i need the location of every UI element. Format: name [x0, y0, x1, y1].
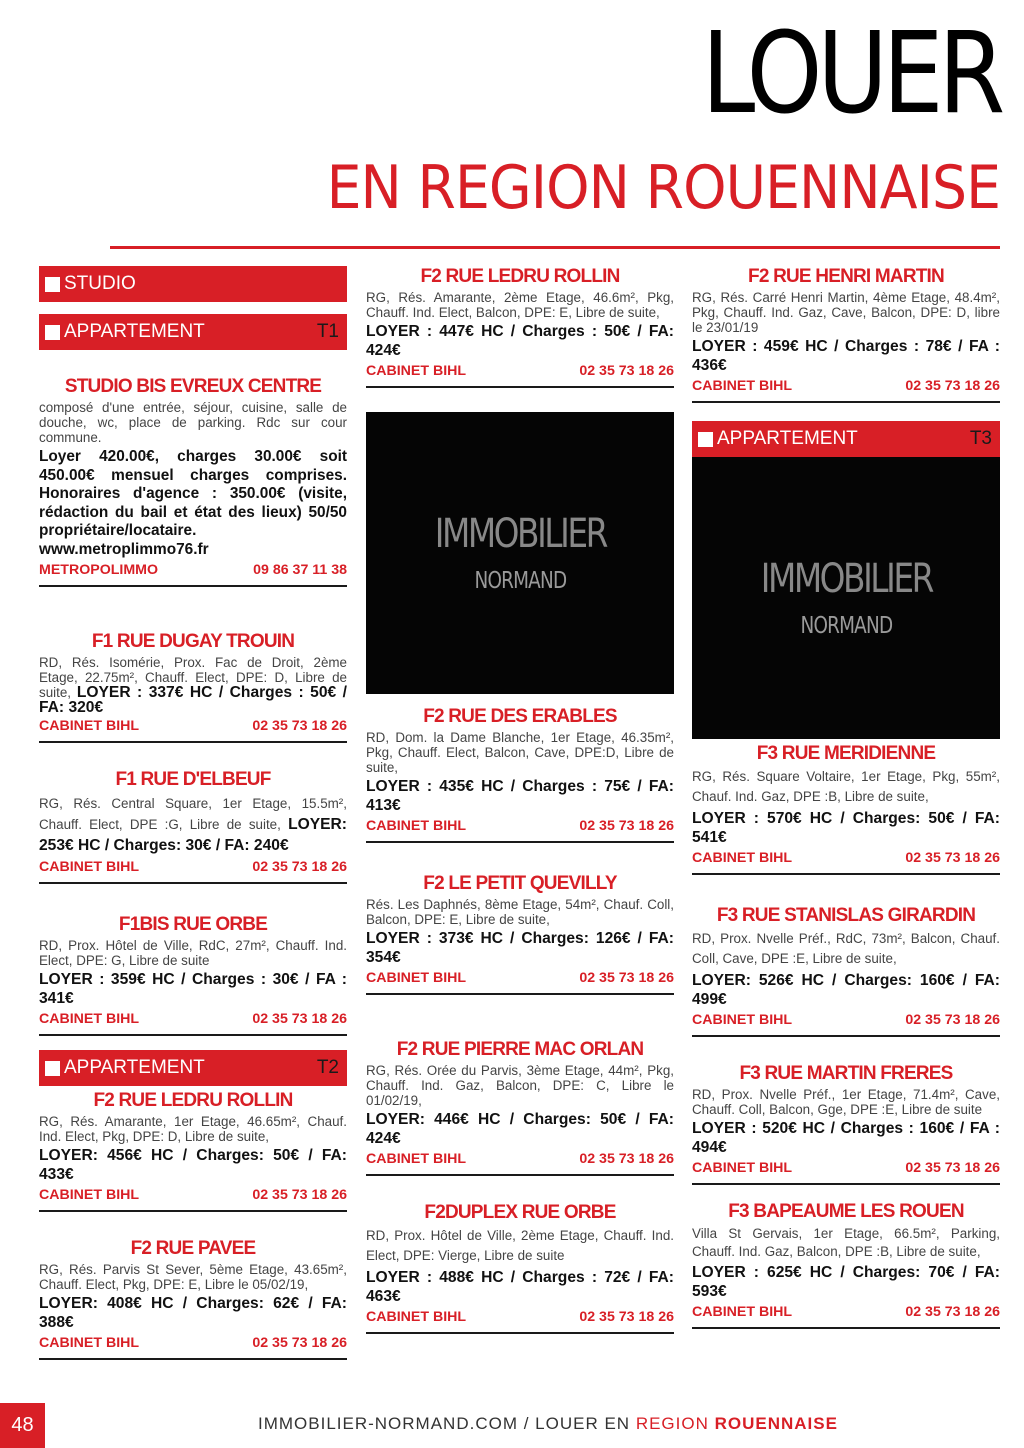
square-bullet-icon — [45, 325, 60, 340]
listing-rent: LOYER : 337€ HC / Charges : 50€ / FA: 320€ — [39, 684, 347, 716]
listing-description: RD, Prox. Hôtel de Ville, 2ème Etage, Chauff. Ind. Elect, DPE: Vierge, Libre de suite — [366, 1228, 674, 1263]
listing-title: F1 RUE DUGAY TROUIN — [91, 631, 295, 652]
listing-rent: LOYER : 625€ HC / Charges: 70€ / FA: 593€ — [692, 1264, 1000, 1300]
agency-phone: 02 35 73 18 26 — [579, 1309, 674, 1325]
image-logo-line1: IMMOBILIER — [434, 510, 606, 557]
page-subtitle: EN REGION ROUENNAISE — [326, 153, 1000, 223]
listing-title: F2 LE PETIT QUEVILLY — [423, 873, 617, 894]
listing-title: F1 RUE D'ELBEUF — [115, 769, 271, 790]
footer-site: IMMOBILIER-NORMAND.COM — [258, 1414, 518, 1433]
agency-name: CABINET BIHL — [366, 970, 467, 986]
listing-description: RG, Rés. Amarante, 2ème Etage, 46.6m², Pkg, Chauff. Ind. Elect, Balcon, DPE: E, Libre de suite, — [366, 290, 674, 320]
image-logo-line1: IMMOBILIER — [760, 555, 932, 602]
image-logo-line2: NORMAND — [474, 567, 566, 594]
square-bullet-icon — [45, 277, 60, 292]
listing-title: F2 RUE PAVEE — [130, 1238, 256, 1259]
listing-f3-meridienne — [692, 743, 1000, 875]
listing-f2-pierre-mac-orlan — [366, 1039, 674, 1176]
listing-f1bis-orbe — [39, 914, 347, 1036]
listing-title: F2 RUE PIERRE MAC ORLAN — [396, 1039, 644, 1060]
listing-description: Villa St Gervais, 1er Etage, 66.5m², Parking, Chauff. Ind. Gaz, Balcon, DPE :B, Libre de suite, — [692, 1226, 1000, 1259]
immobilier-normand-image — [692, 457, 1000, 739]
agency-name: CABINET BIHL — [692, 378, 793, 394]
listing-title: STUDIO BIS EVREUX CENTRE — [64, 376, 322, 397]
listing-description: RG, Rés. Carré Henri Martin, 4ème Etage, 48.4m², Pkg, Chauff. Ind. Gaz, Cave, Balcon, DPE: D, libre le 23/01/19 — [692, 290, 1000, 335]
listing-rent: LOYER : 570€ HC / Charges: 50€ / FA: 541€ — [692, 810, 1000, 846]
agency-name: CABINET BIHL — [39, 1011, 140, 1027]
listing-title: F2DUPLEX RUE ORBE — [424, 1202, 616, 1223]
listing-description: Rés. Les Daphnés, 8ème Etage, 54m², Chauf. Coll, Balcon, DPE: E, Libre de suite, — [366, 897, 674, 927]
listing-f1-elbeuf — [39, 769, 347, 884]
agency-phone: 02 35 73 18 26 — [252, 718, 347, 734]
listing-rent: LOYER : 435€ HC / Charges : 75€ / FA: 413€ — [366, 778, 674, 814]
listing-rent: LOYER : 447€ HC / Charges : 50€ / FA: 424€ — [366, 323, 674, 359]
column-3 — [692, 266, 1000, 1329]
listing-title: F1BIS RUE ORBE — [118, 914, 268, 935]
listing-f3-stanislas-girardin — [692, 905, 1000, 1037]
listing-footer — [366, 1151, 674, 1168]
agency-phone: 02 35 73 18 26 — [252, 1187, 347, 1203]
listing-footer — [692, 378, 1000, 395]
listing-f3-martin-freres — [692, 1063, 1000, 1185]
agency-phone: 02 35 73 18 26 — [579, 1151, 674, 1167]
page-number: 48 — [0, 1403, 45, 1448]
listing-description: composé d'une entrée, séjour, cuisine, salle de douche, wc, place de parking. Rdc sur cour commune. — [39, 400, 347, 445]
listing-footer — [39, 1187, 347, 1204]
listing-footer — [39, 859, 347, 876]
listing-description: RG, Rés. Orée du Parvis, 3ème Etage, 44m², Pkg, Chauff. Ind. Gaz, Balcon, DPE: C, Libre le 01/02/19, — [366, 1063, 674, 1108]
footer-text: IMMOBILIER-NORMAND.COM / LOUER EN REGION ROUENNAISE — [258, 1414, 838, 1433]
listing-description: RG, Rés. Square Voltaire, 1er Etage, Pkg, 55m², Chauf. Ind. Gaz, DPE :B, Libre de suite, — [692, 769, 1000, 804]
agency-name: CABINET BIHL — [39, 859, 140, 875]
listing-description: RD, Prox. Hôtel de Ville, RdC, 27m², Chauff. Ind. Elect, DPE: G, Libre de suite — [39, 938, 347, 968]
agency-phone: 02 35 73 18 26 — [905, 378, 1000, 394]
immobilier-normand-image — [366, 412, 674, 694]
listing-f1-dugay-trouin — [39, 631, 347, 743]
agency-phone: 02 35 73 18 26 — [579, 970, 674, 986]
footer-region: REGION — [635, 1414, 715, 1433]
listing-f2-ledru-rollin-t2 — [39, 1090, 347, 1212]
agency-name: CABINET BIHL — [692, 850, 793, 866]
listing-footer — [692, 1304, 1000, 1321]
agency-phone: 02 35 73 18 26 — [579, 818, 674, 834]
header-rule — [110, 246, 1000, 249]
listing-title: F3 RUE MARTIN FRERES — [739, 1063, 953, 1084]
footer-rouennaise: ROUENNAISE — [714, 1414, 838, 1433]
agency-name: CABINET BIHL — [692, 1160, 793, 1176]
listing-rent: LOYER : 520€ HC / Charges : 160€ / FA : 494€ — [692, 1120, 1000, 1156]
square-bullet-icon — [698, 432, 713, 447]
agency-name: CABINET BIHL — [39, 1335, 140, 1351]
listing-rent: LOYER: 526€ HC / Charges: 160€ / FA: 499€ — [692, 972, 1000, 1008]
listing-footer — [366, 970, 674, 987]
listing-footer — [366, 818, 674, 835]
listing-rent: LOYER : 488€ HC / Charges : 72€ / FA: 463€ — [366, 1269, 674, 1305]
listing-description: RG, Rés. Amarante, 1er Etage, 46.65m², Chauf. Ind. Elect, Pkg, DPE: D, Libre de suite, — [39, 1114, 347, 1144]
listing-f2-pavee — [39, 1238, 347, 1360]
agency-phone: 02 35 73 18 26 — [579, 363, 674, 379]
listing-f2-petit-quevilly — [366, 873, 674, 995]
listing-rent: LOYER: 446€ HC / Charges: 50€ / FA: 424€ — [366, 1111, 674, 1147]
page-title: LOUER — [701, 9, 1000, 139]
agency-phone: 02 35 73 18 26 — [252, 1335, 347, 1351]
listing-footer — [39, 1335, 347, 1352]
listing-footer — [366, 1309, 674, 1326]
agency-phone: 02 35 73 18 26 — [905, 850, 1000, 866]
listing-footer — [692, 1160, 1000, 1177]
listing-footer — [39, 718, 347, 735]
listing-title: F2 RUE LEDRU ROLLIN — [93, 1090, 293, 1111]
listing-rent: LOYER : 459€ HC / Charges : 78€ / FA : 436€ — [692, 338, 1000, 374]
listing-footer — [39, 562, 347, 579]
listing-footer — [692, 850, 1000, 867]
agency-phone: 02 35 73 18 26 — [252, 1011, 347, 1027]
column-2 — [366, 266, 674, 1334]
listing-footer — [366, 363, 674, 380]
agency-name: CABINET BIHL — [692, 1304, 793, 1320]
listing-description: RD, Prox. Nvelle Préf., RdC, 73m², Balcon, Chauf. Coll, Cave, DPE :E, Libre de suite, — [692, 931, 1000, 966]
listing-rent: LOYER: 456€ HC / Charges: 50€ / FA: 433€ — [39, 1147, 347, 1183]
listing-rent: LOYER: 408€ HC / Charges: 62€ / FA: 388€ — [39, 1295, 347, 1331]
image-logo-line2: NORMAND — [800, 612, 892, 639]
agency-phone: 02 35 73 18 26 — [905, 1304, 1000, 1320]
listing-f2-henri-martin — [692, 266, 1000, 403]
listing-f2-erables — [366, 706, 674, 843]
listing-title: F3 RUE STANISLAS GIRARDIN — [716, 905, 976, 926]
footer-louer-en: LOUER EN — [535, 1414, 636, 1433]
listing-rent: Loyer 420.00€, charges 30.00€ soit 450.00€ mensuel charges comprises. Honoraires d'agence : 350.00€ (visite, rédaction du bail et état des lieux) 50/50 propriétaire/locataire. www.metroplimmo76.fr — [39, 448, 347, 558]
listing-studio-bis-evreux — [39, 376, 347, 587]
agency-name: CABINET BIHL — [39, 718, 140, 734]
section-appartement-t3: APPARTEMENT T3 — [692, 421, 1000, 457]
listing-title: F2 RUE DES ERABLES — [423, 706, 617, 727]
listing-rent: LOYER : 359€ HC / Charges : 30€ / FA : 341€ — [39, 971, 347, 1007]
listing-description: RG, Rés. Parvis St Sever, 5ème Etage, 43.65m², Chauff. Elect, Pkg, DPE: E, Libre le 05/02/19, — [39, 1262, 347, 1292]
section-studio: STUDIO — [39, 266, 347, 302]
listing-description: RD, Dom. la Dame Blanche, 1er Etage, 46.35m², Pkg, Chauff. Elect, Balcon, Cave, DPE:D, Libre de suite, — [366, 730, 674, 775]
agency-name: CABINET BIHL — [366, 818, 467, 834]
agency-name: CABINET BIHL — [366, 1151, 467, 1167]
listing-title: F2 RUE LEDRU ROLLIN — [420, 266, 620, 287]
agency-name: CABINET BIHL — [366, 363, 467, 379]
agency-phone: 02 35 73 18 26 — [252, 859, 347, 875]
listing-footer — [692, 1012, 1000, 1029]
agency-name: CABINET BIHL — [692, 1012, 793, 1028]
listing-title: F3 BAPEAUME LES ROUEN — [728, 1201, 964, 1222]
agency-name: CABINET BIHL — [39, 1187, 140, 1203]
listing-title: F3 RUE MERIDIENNE — [756, 743, 936, 764]
listing-rent: LOYER: 253€ HC / Charges: 30€ / FA: 240€ — [39, 816, 347, 854]
listing-title: F2 RUE HENRI MARTIN — [748, 266, 944, 287]
listing-f2-ledru-rollin — [366, 266, 674, 388]
agency-name: CABINET BIHL — [366, 1309, 467, 1325]
agency-phone: 09 86 37 11 38 — [253, 562, 347, 578]
listing-description: RG, Rés. Central Square, 1er Etage, 15.5m², Chauff. Elect, DPE :G, Libre de suite, LOYER: 253€ HC / Charges: 30€ / FA: 240€ — [39, 796, 347, 854]
listing-rent: LOYER : 373€ HC / Charges: 126€ / FA: 354€ — [366, 930, 674, 966]
listing-f3-bapeaume-les-rouen — [692, 1201, 1000, 1329]
column-1 — [39, 266, 347, 1360]
agency-phone: 02 35 73 18 26 — [905, 1012, 1000, 1028]
listing-description: RD, Prox. Nvelle Préf., 1er Etage, 71.4m², Cave, Chauff. Coll, Balcon, Gge, DPE :E, Libre de suite — [692, 1087, 1000, 1117]
listing-footer — [39, 1011, 347, 1028]
square-bullet-icon — [45, 1061, 60, 1076]
agency-name: METROPOLIMMO — [39, 562, 159, 578]
agency-phone: 02 35 73 18 26 — [905, 1160, 1000, 1176]
listing-f2duplex-orbe — [366, 1202, 674, 1334]
section-appartement-t2: APPARTEMENT T2 — [39, 1050, 347, 1086]
listing-description: RD, Rés. Isomérie, Prox. Fac de Droit, 2ème Etage, 22.75m², Chauff. Elect, DPE: D, Libre de suite, LOYER : 337€ HC / Charges : 50€ / FA: 320€ — [39, 655, 347, 716]
section-appartement-t1: APPARTEMENT T1 — [39, 314, 347, 350]
